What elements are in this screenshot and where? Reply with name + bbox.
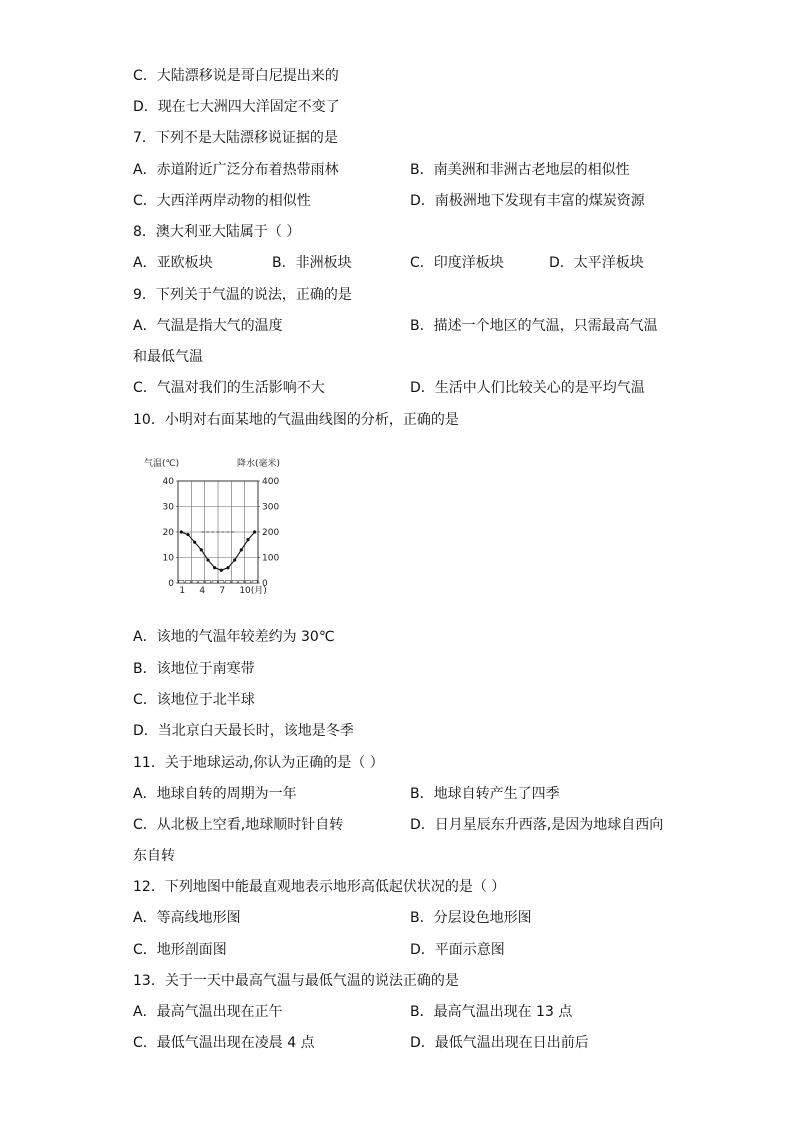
precipitation-bar (232, 580, 237, 583)
q12-stem: 12．下列地图中能最直观地表示地形高低起伏状况的是（ ） (133, 879, 506, 895)
y-tick-right: 0 (262, 579, 268, 589)
q11-option-a: A．地球自转的周期为一年 (133, 786, 297, 802)
q9-option-c: C．气温对我们的生活影响不大 (133, 380, 325, 396)
precipitation-bar (252, 580, 257, 583)
temperature-point (233, 558, 236, 561)
temperature-point (193, 541, 196, 544)
q10-stem: 10．小明对右面某地的气温曲线图的分析，正确的是 (133, 412, 459, 428)
q9-option-b: B．描述一个地区的气温，只需最高气温 (410, 318, 658, 334)
q13-option-b: B．最高气温出现在 13 点 (410, 1004, 573, 1020)
q11-option-d: D．日月星辰东升西落,是因为地球自西向 (410, 817, 664, 833)
q7-option-a: A．赤道附近广泛分布着热带雨林 (133, 162, 339, 178)
q10-option-a: A．该地的气温年较差约为 30℃ (133, 629, 335, 645)
y-tick-right: 300 (262, 502, 280, 513)
y-axis-label-left: 气温(℃) (144, 459, 180, 469)
y-tick-left: 20 (162, 528, 174, 538)
temperature-point (220, 569, 223, 572)
temperature-point (240, 548, 243, 551)
q7-option-c: C．大西洋两岸动物的相似性 (133, 193, 311, 209)
y-tick-right: 200 (262, 528, 280, 538)
q11-stem: 11．关于地球运动,你认为正确的是（ ） (133, 755, 384, 771)
precipitation-bar (219, 580, 224, 583)
y-tick-left: 0 (168, 579, 174, 589)
q13-option-c: C．最低气温出现在凌晨 4 点 (133, 1035, 315, 1051)
precipitation-bar (205, 580, 210, 583)
q10-option-b: B．该地位于南寒带 (133, 661, 255, 677)
q10-option-c: C．该地位于北半球 (133, 692, 255, 708)
temperature-point (253, 530, 256, 533)
q12-option-b: B．分层设色地形图 (410, 910, 532, 926)
x-tick-label: 7 (219, 586, 226, 595)
y-tick-left: 10 (162, 553, 174, 564)
climate-chart (140, 455, 300, 595)
q7-option-d: D．南极洲地下发现有丰富的煤炭资源 (410, 193, 645, 209)
q7-stem: 7．下列不是大陆漂移说证据的是 (133, 130, 338, 146)
q9-stem: 9．下列关于气温的说法，正确的是 (133, 287, 352, 303)
x-tick-label: 10(月) (239, 586, 267, 595)
temperature-point (226, 566, 229, 569)
x-tick-label: 1 (179, 586, 186, 595)
q11-option-c: C．从北极上空看,地球顺时针自转 (133, 817, 344, 833)
precipitation-bar (199, 580, 204, 583)
q12-option-d: D．平面示意图 (410, 942, 505, 958)
precipitation-bar (225, 580, 230, 583)
temperature-point (246, 538, 249, 541)
q9-option-d: D．生活中人们比较关心的是平均气温 (410, 380, 645, 396)
temperature-point (206, 558, 209, 561)
q7-option-b: B．南美洲和非洲古老地层的相似性 (410, 162, 630, 178)
q11-option-d-continued: 东自转 (133, 848, 175, 864)
precipitation-bar (192, 580, 197, 583)
temperature-point (180, 530, 183, 533)
precipitation-bar (185, 580, 190, 583)
y-tick-right: 100 (262, 553, 280, 564)
q8-option-c: C．印度洋板块 (410, 255, 504, 271)
precipitation-bar (239, 580, 244, 583)
q8-option-a: A．亚欧板块 (133, 255, 213, 271)
q13-stem: 13．关于一天中最高气温与最低气温的说法正确的是 (133, 973, 459, 989)
q13-option-a: A．最高气温出现在正午 (133, 1004, 283, 1020)
precipitation-bar (245, 580, 250, 583)
temperature-point (200, 548, 203, 551)
temperature-point (213, 566, 216, 569)
q6-option-d: D．现在七大洲四大洋固定不变了 (133, 99, 340, 115)
q12-option-a: A．等高线地形图 (133, 910, 241, 926)
q11-option-b: B．地球自转产生了四季 (410, 786, 560, 802)
q13-option-d: D．最低气温出现在日出前后 (410, 1035, 589, 1051)
y-tick-right: 400 (262, 477, 280, 487)
q9-option-b-continued: 和最低气温 (133, 349, 203, 365)
y-tick-left: 40 (162, 477, 174, 487)
q8-option-d: D．太平洋板块 (549, 255, 644, 271)
x-tick-label: 4 (199, 586, 206, 595)
precipitation-bar (212, 580, 217, 583)
axis-ticks (163, 477, 280, 595)
temperature-point (186, 533, 189, 536)
q9-option-a: A．气温是指大气的温度 (133, 318, 283, 334)
q6-option-c: C．大陆漂移说是哥白尼提出来的 (133, 68, 339, 84)
y-axis-label-right: 降水(毫米) (237, 459, 281, 469)
q8-option-b: B．非洲板块 (272, 255, 352, 271)
precipitation-bar (179, 580, 184, 583)
q8-stem: 8．澳大利亚大陆属于（ ） (133, 224, 301, 240)
y-tick-left: 30 (162, 502, 174, 513)
q12-option-c: C．地形剖面图 (133, 942, 227, 958)
q10-option-d: D．当北京白天最长时，该地是冬季 (133, 723, 354, 739)
